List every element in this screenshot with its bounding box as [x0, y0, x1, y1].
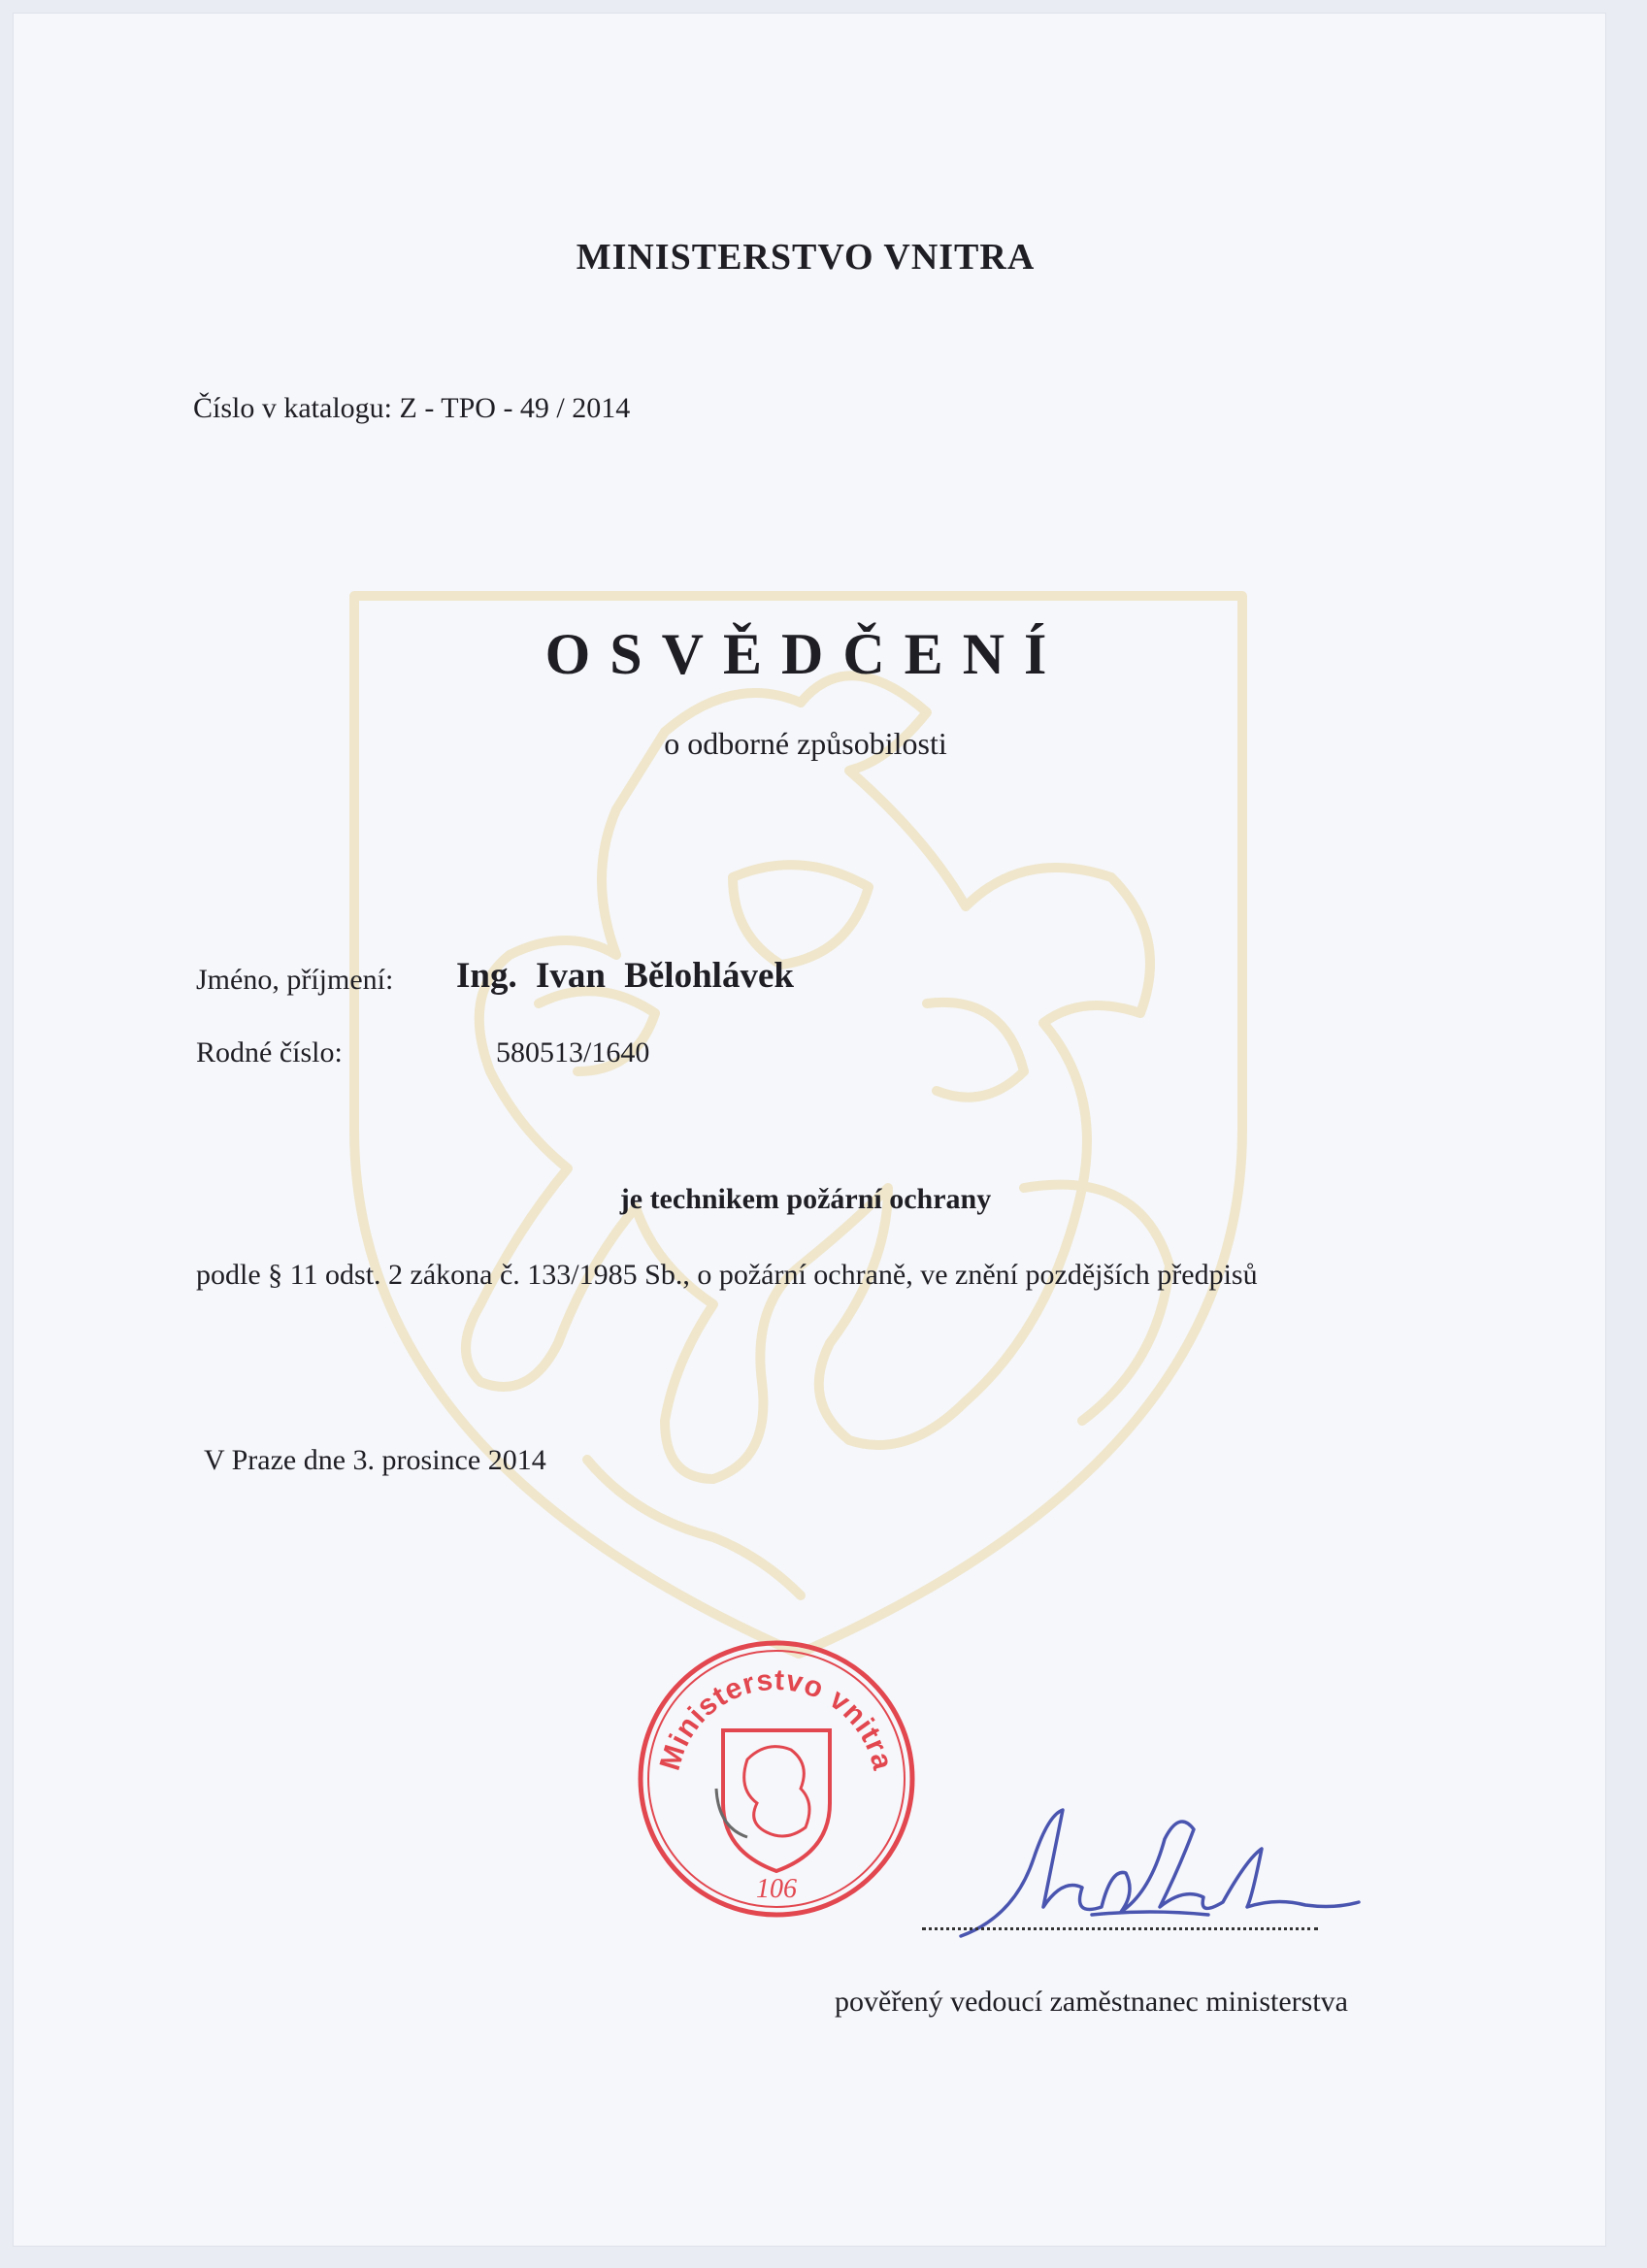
certificate-subtitle: o odborné způsobilosti [664, 726, 947, 761]
birth-number-label: Rodné číslo: [196, 1036, 343, 1068]
name-label: Jméno, příjmení: [196, 964, 394, 996]
legal-basis: podle § 11 odst. 2 zákona č. 133/1985 Sb., o požární ochraně, ve znění pozdějších předpisů [196, 1259, 1258, 1291]
birth-number-value: 580513/1640 [496, 1036, 650, 1068]
place-and-date: V Praze dne 3. prosince 2014 [204, 1444, 546, 1476]
name-value: Ing. Ivan Bělohlávek [456, 956, 794, 996]
ministry-heading: MINISTERSTVO VNITRA [576, 237, 1036, 278]
catalog-number: Číslo v katalogu: Z - TPO - 49 / 2014 [193, 392, 631, 424]
svg-text:Ministerstvo vnitra [654, 1664, 899, 1774]
qualification-statement: je technikem požární ochrany [619, 1183, 992, 1215]
certificate-title: OSVĚDČENÍ [544, 622, 1067, 686]
signer-title: pověřený vedoucí zaměstnanec ministerstva [835, 1986, 1348, 2018]
stamp-number: 106 [756, 1874, 797, 1904]
signature-icon [956, 1800, 1364, 1956]
stamp-text: Ministerstvo vnitra [653, 1663, 900, 1774]
official-stamp-icon [631, 1633, 922, 1924]
signature-line [922, 1927, 1318, 1930]
